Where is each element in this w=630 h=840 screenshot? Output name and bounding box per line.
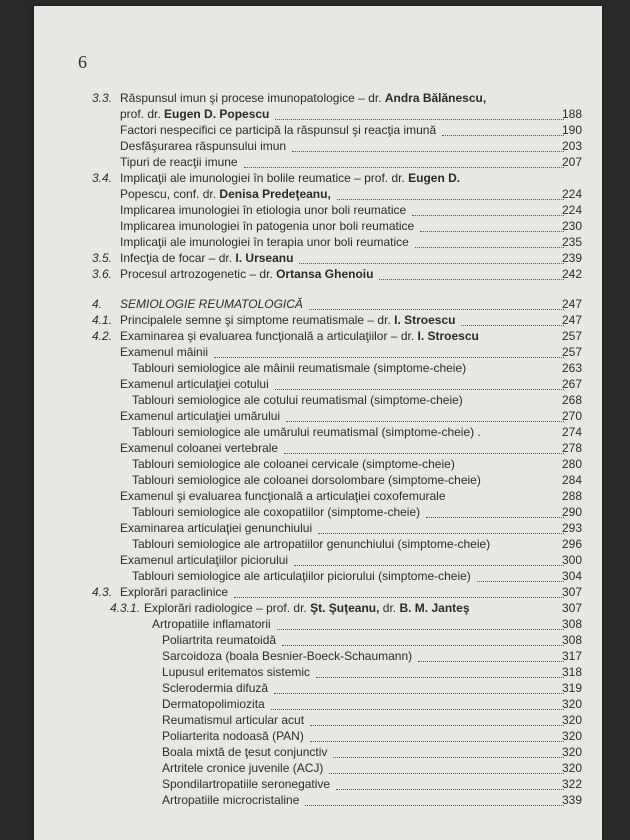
toc-entry-text: Lupusul eritematos sistemic <box>162 665 311 679</box>
toc-entry-title <box>120 202 406 218</box>
toc-page-number: 320 <box>561 729 582 743</box>
toc-entry-title <box>162 632 276 648</box>
toc-leader-dots <box>477 565 564 582</box>
toc-leader-dots <box>412 199 564 216</box>
toc-leader-dots <box>234 581 564 598</box>
toc-entry-author: I. Urseanu <box>235 251 294 265</box>
toc-entry-author: Eugen D. Popescu <box>164 107 270 121</box>
toc-page-number: 320 <box>561 761 582 775</box>
toc-page-number: 320 <box>561 745 582 759</box>
toc-entry-text: Infecţia de focar – dr. <box>120 251 236 265</box>
toc-page-number: 320 <box>561 713 582 727</box>
toc-page-number: 308 <box>561 633 582 647</box>
toc-entry-number: 3.4. <box>92 171 113 185</box>
toc-page-number: 307 <box>561 585 582 599</box>
toc-page-number: 270 <box>561 409 582 423</box>
toc-entry-title <box>120 344 208 360</box>
toc-page-number: 318 <box>561 665 582 679</box>
toc-entry <box>34 154 602 170</box>
toc-entry-author: I. Stroescu <box>417 329 479 343</box>
toc-page-number: 290 <box>561 505 582 519</box>
toc-page-number: 247 <box>561 297 582 311</box>
toc-entry-text: Sarcoidoza (boala Besnier-Boeck-Schaumann) <box>162 649 413 663</box>
toc-entry-author: Denisa Predeţeanu, <box>219 187 331 201</box>
toc-entry-title <box>120 106 269 122</box>
toc-entry-text: Desfăşurarea răspunsului imun <box>120 139 287 153</box>
toc-leader-dots <box>379 263 564 280</box>
toc-entry-number: 4.3. <box>92 585 113 599</box>
toc-page-number: 304 <box>561 569 582 583</box>
toc-entry-text: Explorări paraclinice <box>120 585 229 599</box>
toc-entry-text: Implicarea imunologiei în etiologia unor boli reumatice <box>120 203 407 217</box>
toc-entry-title <box>162 792 299 808</box>
toc-entry-text: Spondilartropatiile seronegative <box>162 777 331 791</box>
toc-entry <box>34 440 602 456</box>
toc-entry-title <box>120 552 288 568</box>
toc-entry-title <box>120 312 455 328</box>
toc-leader-dots <box>294 549 564 566</box>
toc-entry-author: Andra Bălănescu, <box>384 91 487 105</box>
toc-page-number: 284 <box>561 473 582 487</box>
toc-entry-author: Şt. Şuţeanu, <box>310 601 383 615</box>
toc-page-number: 242 <box>561 267 582 281</box>
toc-entry-title <box>120 186 331 202</box>
toc-page-number: 263 <box>561 361 582 375</box>
toc-leader-dots <box>274 677 564 694</box>
toc-page-number: 268 <box>561 393 582 407</box>
toc-page-number: 339 <box>561 793 582 807</box>
toc-entry-text: Principalele semne şi simptome reumatismale – dr. <box>120 313 395 327</box>
toc-entry-title <box>120 488 446 504</box>
toc-entry-text: Popescu, conf. dr. <box>120 187 220 201</box>
toc-entry-title <box>120 154 238 170</box>
toc-entry-author: Ortansa Ghenoiu <box>276 267 374 281</box>
toc-entry-text: Tablouri semiologice ale artropatiilor genunchiului (simptome-cheie) <box>132 537 491 551</box>
toc-page-number: 322 <box>561 777 582 791</box>
toc-entry-number: 3.3. <box>92 91 113 105</box>
toc-page-number: 207 <box>561 155 582 169</box>
toc-entry-title <box>120 584 228 600</box>
toc-entry <box>34 472 602 488</box>
toc-leader-dots <box>310 709 564 726</box>
toc-entry-title <box>120 408 280 424</box>
toc-page-number: 230 <box>561 219 582 233</box>
toc-entry-title <box>120 266 373 282</box>
toc-entry <box>34 266 602 282</box>
toc-entry-title <box>162 712 304 728</box>
toc-page-number: 278 <box>561 441 582 455</box>
toc-leader-dots <box>420 215 564 232</box>
toc-entry-text: Tablouri semiologice ale coxopatiilor (simptome-cheie) <box>132 505 421 519</box>
toc-entry-number: 4.2. <box>92 329 113 343</box>
toc-entry-text: Examenul articulaţiei umărului <box>120 409 281 423</box>
toc-entry-text: Examenul mâinii <box>120 345 209 359</box>
toc-entry <box>34 344 602 360</box>
toc-entry-text: Boala mixtă de ţesut conjunctiv <box>162 745 328 759</box>
toc-entry-text: Sclerodermia difuză <box>162 681 269 695</box>
toc-entry-author: B. M. Janteş <box>399 601 470 615</box>
toc-entry-text: Explorări radiologice – prof. dr. <box>144 601 311 615</box>
toc-entry <box>34 456 602 472</box>
toc-page-number: 247 <box>561 313 582 327</box>
toc-entry-text: Implicaţii ale imunologiei în terapia unor boli reumatice <box>120 235 409 249</box>
toc-page-number: 188 <box>561 107 582 121</box>
toc-entry-number: 3.6. <box>92 267 113 281</box>
toc-page-number: 293 <box>561 521 582 535</box>
toc-entry-text: Procesul artrozogenetic – dr. <box>120 267 277 281</box>
toc-entry-title <box>162 696 265 712</box>
toc-leader-dots <box>310 725 564 742</box>
toc-leader-dots <box>418 645 564 662</box>
toc-entry-title <box>120 218 414 234</box>
toc-leader-dots <box>244 151 564 168</box>
toc-page-number: 296 <box>561 537 582 551</box>
toc-entry-text: Tablouri semiologice ale coloanei cervicale (simptome-cheie) <box>132 457 455 471</box>
toc-entry-text: Examinarea articulaţiei genunchiului <box>120 521 313 535</box>
toc-entry-number: 3.5. <box>92 251 113 265</box>
toc-page-number: 224 <box>561 203 582 217</box>
toc-entry-text: Examinarea şi evaluarea funcţională a articulaţiilor – dr. <box>120 329 418 343</box>
toc-entry-text: Tablouri semiologice ale coloanei dorsolombare (simptome-cheie) <box>132 473 481 487</box>
toc-page-number: 308 <box>561 617 582 631</box>
toc-entry <box>34 584 602 600</box>
toc-page-number: 280 <box>561 457 582 471</box>
toc-entry-text: Dermatopolimiozita <box>162 697 265 711</box>
toc-entry-text: Reumatismul articular acut <box>162 713 305 727</box>
toc-leader-dots <box>275 103 564 120</box>
toc-entry-text: prof. dr. <box>120 107 165 121</box>
toc-entry-text: Tipuri de reacţii imune <box>120 155 238 169</box>
toc-entry <box>34 520 602 536</box>
table-of-contents <box>34 90 602 808</box>
toc-leader-dots <box>318 517 564 534</box>
toc-page-number: 320 <box>561 697 582 711</box>
toc-leader-dots <box>292 135 564 152</box>
toc-entry-text: Poliarterita nodoasă (PAN) <box>162 729 304 743</box>
page-number: 6 <box>78 52 87 72</box>
toc-entry-text: Poliartrita reumatoidă <box>162 633 277 647</box>
toc-leader-dots <box>461 309 564 326</box>
toc-leader-dots <box>309 293 564 310</box>
toc-entry <box>34 408 602 424</box>
toc-entry-number: 4.3.1. <box>110 601 141 615</box>
toc-entry-number: 4. <box>92 297 103 311</box>
toc-entry-title <box>132 456 455 472</box>
toc-leader-dots <box>275 373 564 390</box>
toc-page-number: 300 <box>561 553 582 567</box>
toc-entry-text: SEMIOLOGIE REUMATOLOGICĂ <box>120 297 303 311</box>
toc-entry-text: Artropatiile inflamatorii <box>152 617 271 631</box>
toc-leader-dots <box>282 629 564 646</box>
toc-entry-number: 4.1. <box>92 313 113 327</box>
toc-entry-title <box>162 744 327 760</box>
toc-page-number: 190 <box>561 123 582 137</box>
toc-leader-dots <box>214 341 564 358</box>
toc-leader-dots <box>415 231 564 248</box>
book-page <box>34 6 602 840</box>
toc-entry-title <box>120 250 293 266</box>
toc-entry-text: Factori nespecifici ce participă la răspunsul şi reacţia imună <box>120 123 437 137</box>
toc-page-number: 307 <box>561 601 582 615</box>
toc-leader-dots <box>337 183 564 200</box>
toc-leader-dots <box>299 247 564 264</box>
toc-entry-text: Artropatiile microcristaline <box>162 793 300 807</box>
toc-entry-title <box>120 520 312 536</box>
toc-page-number: 317 <box>561 649 582 663</box>
toc-page-number: 319 <box>561 681 582 695</box>
toc-entry-title <box>162 760 323 776</box>
toc-entry-text: Examenul articulaţiilor piciorului <box>120 553 289 567</box>
toc-leader-dots <box>305 789 564 806</box>
toc-entry-title <box>162 680 268 696</box>
toc-leader-dots <box>271 693 564 710</box>
toc-entry-text: Examenul şi evaluarea funcţională a articulaţiei coxofemurale <box>120 489 446 503</box>
toc-leader-dots <box>277 613 564 630</box>
toc-entry-title <box>162 728 304 744</box>
toc-entry-author: Eugen D. <box>408 171 461 185</box>
toc-entry-text: Tablouri semiologice ale umărului reumatismal (simptome-cheie) . <box>132 425 481 439</box>
toc-page-number: 257 <box>561 345 582 359</box>
toc-page-number: 257 <box>561 329 582 343</box>
toc-page-number: 239 <box>561 251 582 265</box>
toc-entry-text: Implicaţii ale imunologiei în bolile reumatice – prof. dr. <box>120 171 409 185</box>
toc-entry-text: Tablouri semiologice ale mâinii reumatismale (simptome-cheie) <box>132 361 467 375</box>
toc-entry-text: Artritele cronice juvenile (ACJ) <box>162 761 324 775</box>
toc-entry-title <box>120 376 269 392</box>
toc-page-number: 288 <box>561 489 582 503</box>
toc-entry-text: Examenul coloanei vertebrale <box>120 441 279 455</box>
toc-entry-text: Tablouri semiologice ale cotului reumatismal (simptome-cheie) <box>132 393 463 407</box>
toc-page-number: 267 <box>561 377 582 391</box>
toc-page-number: 274 <box>561 425 582 439</box>
toc-page-number: 203 <box>561 139 582 153</box>
toc-leader-dots <box>426 501 564 518</box>
toc-entry <box>34 792 602 808</box>
toc-leader-dots <box>336 773 564 790</box>
toc-leader-dots <box>316 661 564 678</box>
toc-entry-title <box>132 472 481 488</box>
toc-entry-text: Implicarea imunologiei în patogenia unor boli reumatice <box>120 219 415 233</box>
toc-entry-title <box>152 616 271 632</box>
toc-entry-text: Examenul articulaţiei cotului <box>120 377 269 391</box>
toc-leader-dots <box>442 119 564 136</box>
toc-entry-text: Tablouri semiologice ale articulaţiilor piciorului (simptome-cheie) <box>132 569 471 583</box>
toc-leader-dots <box>286 405 564 422</box>
toc-page-number: 235 <box>561 235 582 249</box>
toc-entry <box>34 376 602 392</box>
toc-entry-title <box>120 440 278 456</box>
toc-entry-title <box>120 296 303 312</box>
toc-entry <box>34 312 602 328</box>
toc-page-number: 224 <box>561 187 582 201</box>
toc-leader-dots <box>284 437 564 454</box>
toc-leader-dots <box>329 757 564 774</box>
toc-entry-text: dr. <box>382 601 400 615</box>
toc-entry-text: Răspunsul imun şi procese imunopatologice – dr. <box>120 91 385 105</box>
toc-entry-author: I. Stroescu <box>394 313 456 327</box>
toc-leader-dots <box>333 741 564 758</box>
